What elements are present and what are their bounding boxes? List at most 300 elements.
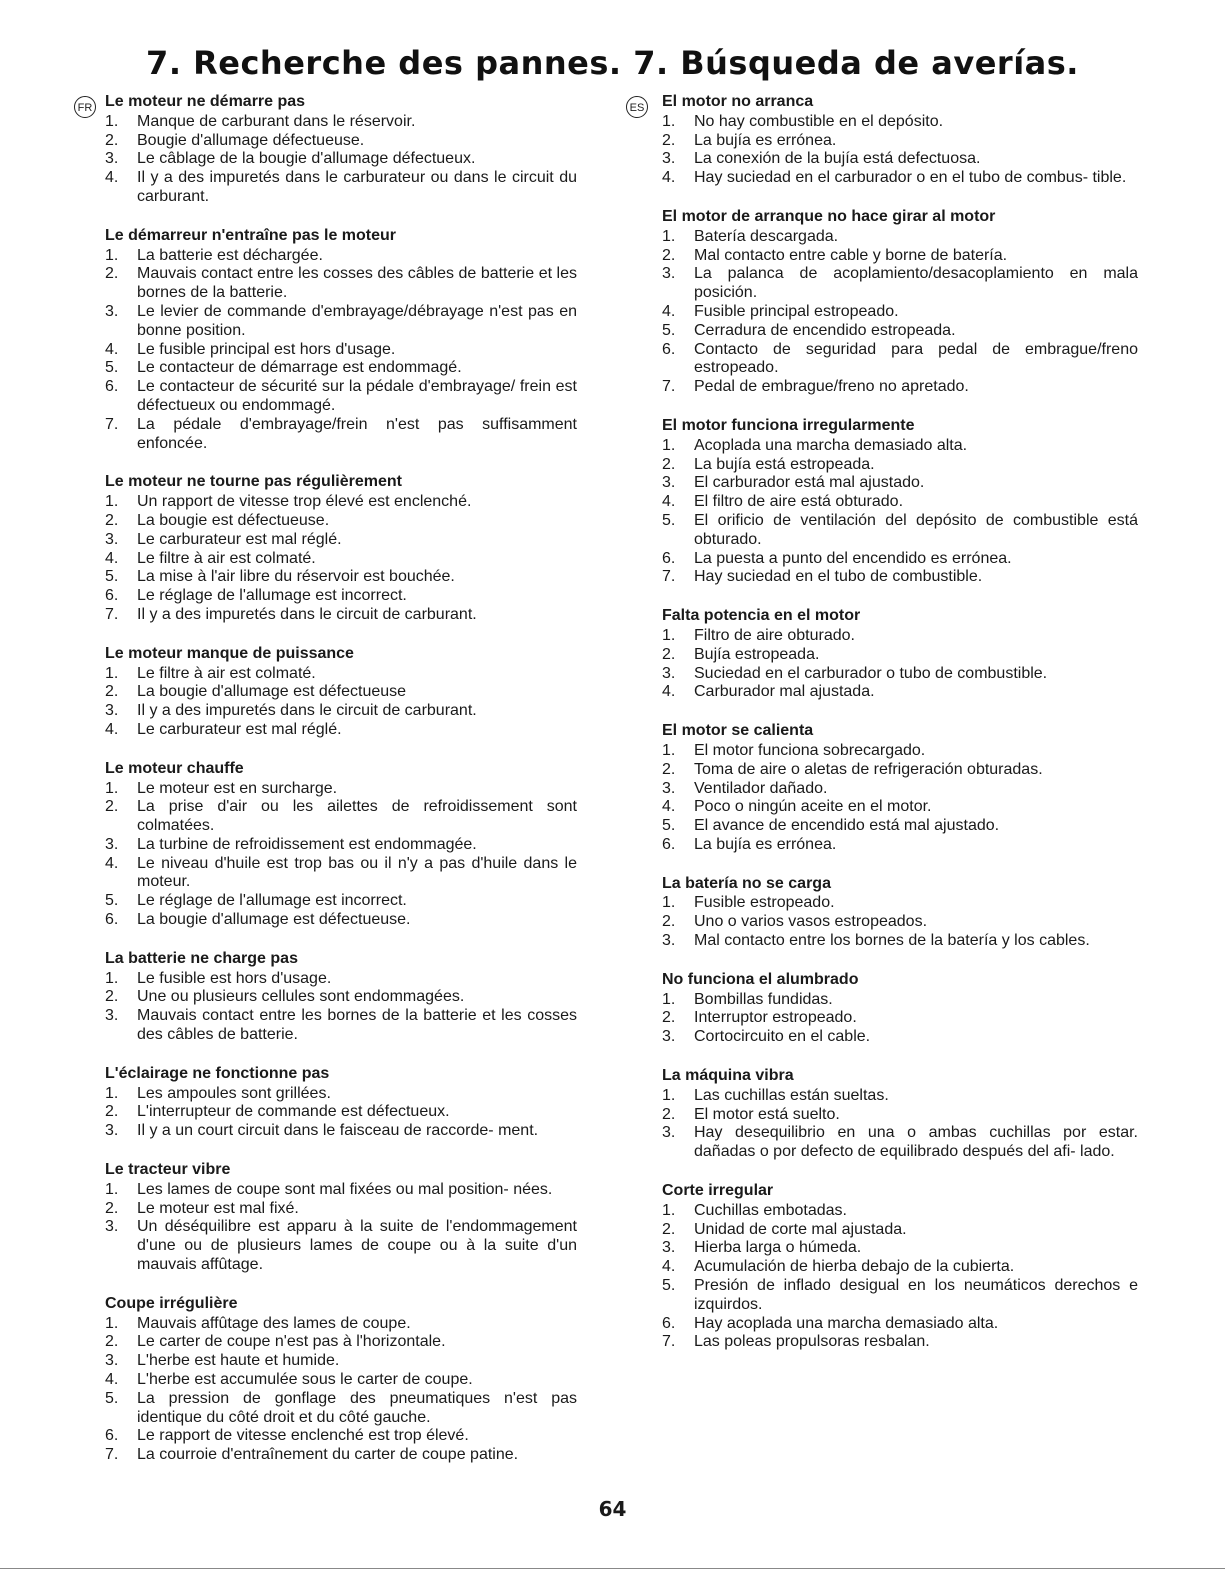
item-number: 3. [662,779,676,797]
item-text: La bujía está estropeada. [694,455,875,473]
item-text: La batterie est déchargée. [137,246,323,264]
cause-item [662,1277,1138,1315]
item-number: 5. [105,1389,119,1407]
cause-item [662,512,1138,550]
cause-item [105,606,577,625]
item-text: Le rapport de vitesse enclenché est trop élevé. [137,1427,469,1445]
item-text: Mauvais contact entre les cosses des câbles de batterie et les bornes de la batterie. [137,265,577,302]
language-badge-fr: FR [74,96,96,118]
cause-item [662,265,1138,303]
troubleshooting-section [105,645,577,740]
item-text: Filtro de aire obturado. [694,626,855,644]
item-number: 1. [105,1314,119,1332]
item-text: Le niveau d'huile est trop bas ou il n'y a pas d'huile dans le moteur. [137,854,577,891]
cause-item [662,303,1138,322]
item-text: Bombillas fundidas. [694,990,833,1008]
item-text: Contacto de seguridad para pedal de embrague/freno estropeado. [694,340,1138,377]
item-text: Suciedad en el carburador o tubo de combustible. [694,664,1048,682]
item-number: 7. [662,378,676,396]
item-number: 1. [662,1201,676,1219]
cause-item [662,437,1138,456]
item-number: 1. [662,626,676,644]
item-text: Hierba larga o húmeda. [694,1239,862,1257]
item-number: 4. [105,549,119,567]
item-text: Las poleas propulsoras resbalan. [694,1333,930,1351]
item-number: 4. [662,798,676,816]
troubleshooting-section [105,950,577,1045]
item-number: 7. [105,415,119,433]
item-text: Les lames de coupe sont mal fixées ou mal position- nées. [137,1180,553,1198]
cause-list [662,627,1138,702]
section-heading: La batería no se carga [662,874,831,892]
cause-item [662,456,1138,475]
item-number: 1. [662,990,676,1008]
cause-item [105,1371,577,1390]
cause-item [105,988,577,1007]
item-text: Uno o varios vasos estropeados. [694,913,928,931]
cause-item [105,568,577,587]
item-number: 5. [105,892,119,910]
item-number: 2. [105,1333,119,1351]
cause-item [662,1315,1138,1334]
item-text: Un rapport de vitesse trop élevé est enclenché. [137,493,472,511]
section-heading: Coupe irrégulière [105,1294,238,1312]
cause-item [105,798,577,836]
item-number: 6. [105,587,119,605]
item-text: Presión de inflado desigual en los neumáticos derechos e izquirdos. [694,1277,1138,1313]
cause-item [105,911,577,930]
item-text: Cortocircuito en el cable. [694,1028,871,1046]
item-text: El motor está suelto. [694,1105,840,1123]
cause-list [662,894,1138,950]
item-number: 3. [105,702,119,720]
item-number: 4. [105,854,119,872]
cause-list [662,991,1138,1047]
cause-item [662,150,1138,169]
section-heading: Le moteur manque de puissance [105,644,354,662]
item-number: 1. [662,741,676,759]
cause-item [662,550,1138,569]
cause-item [662,761,1138,780]
item-number: 2. [662,645,676,663]
cause-item [662,742,1138,761]
cause-item [105,341,577,360]
cause-item [105,836,577,855]
item-text: Cerradura de encendido estropeada. [694,321,956,339]
cause-item [662,1028,1138,1047]
troubleshooting-section [662,971,1138,1047]
cause-list [662,1087,1138,1162]
cause-item [662,817,1138,836]
cause-list [105,1181,577,1275]
cause-item [662,169,1138,188]
cause-item [662,1333,1138,1352]
item-number: 2. [662,1009,676,1027]
cause-item [662,646,1138,665]
item-number: 6. [105,911,119,929]
cause-item [105,132,577,151]
cause-item [662,113,1138,132]
item-number: 6. [662,835,676,853]
item-number: 3. [662,932,676,950]
troubleshooting-section [105,760,577,930]
item-text: Bujía estropeada. [694,645,820,663]
item-number: 6. [662,1314,676,1332]
cause-list [662,742,1138,855]
cause-item [662,991,1138,1010]
cause-item [662,1087,1138,1106]
item-number: 7. [105,605,119,623]
item-text: La palanca de acoplamiento/desacoplamiento en mala posición. [694,265,1138,302]
cause-item [662,568,1138,587]
troubleshooting-section [662,208,1138,397]
cause-item [662,132,1138,151]
item-number: 2. [105,988,119,1006]
cause-list [105,493,577,625]
item-number: 3. [662,1239,676,1257]
item-number: 4. [105,720,119,738]
section-heading: La máquina vibra [662,1067,794,1085]
item-text: Mal contacto entre cable y borne de batería. [694,246,1008,264]
item-text: Batería descargada. [694,227,839,245]
item-number: 4. [662,683,676,701]
cause-item [662,474,1138,493]
section-heading: Le tracteur vibre [105,1161,231,1179]
item-number: 3. [105,302,119,320]
cause-item [105,550,577,569]
item-number: 2. [105,131,119,149]
item-text: Un déséquilibre est apparu à la suite de l'endommagement d'une ou de plusieurs lames de coupe ou à la suite d'un mauvais affûtage. [137,1218,577,1274]
item-number: 1. [105,1180,119,1198]
cause-list [105,970,577,1045]
cause-item [105,378,577,416]
item-text: Ventilador dañado. [694,779,828,797]
troubleshooting-section [662,417,1138,587]
item-number: 2. [105,683,119,701]
language-badge-es: ES [626,96,648,118]
spanish-column [662,93,1138,1372]
item-text: Il y a des impuretés dans le carburateur ou dans le circuit du carburant. [137,169,577,205]
item-number: 5. [662,321,676,339]
item-number: 3. [105,1352,119,1370]
item-text: El carburador está mal ajustado. [694,474,925,492]
item-text: Mauvais contact entre les bornes de la batterie et les cosses des câbles de batterie. [137,1007,577,1044]
cause-item [662,780,1138,799]
item-number: 4. [662,1258,676,1276]
section-heading: Falta potencia en el motor [662,607,861,625]
item-text: La mise à l'air libre du réservoir est bouchée. [137,568,455,586]
cause-item [105,150,577,169]
item-text: Hay acoplada una marcha demasiado alta. [694,1314,999,1332]
cause-item [105,247,577,266]
cause-list [105,1085,577,1141]
item-text: Hay suciedad en el tubo de combustible. [694,568,983,586]
troubleshooting-section [662,875,1138,951]
item-text: Une ou plusieurs cellules sont endommagées. [137,988,465,1006]
cause-item [662,228,1138,247]
cause-item [105,780,577,799]
item-text: Le filtre à air est colmaté. [137,664,316,682]
item-number: 2. [105,511,119,529]
item-number: 3. [662,150,676,168]
item-number: 3. [105,1218,119,1236]
cause-item [105,1446,577,1465]
cause-item [105,493,577,512]
item-text: Le carburateur est mal réglé. [137,530,342,548]
item-text: Poco o ningún aceite en el motor. [694,798,932,816]
section-heading: Corte irregular [662,1182,774,1200]
page-title: 7. Recherche des pannes. 7. Búsqueda de averías. [146,44,1079,82]
item-text: Le carter de coupe n'est pas à l'horizontale. [137,1333,446,1351]
cause-item [105,359,577,378]
section-heading: Le démarreur n'entraîne pas le moteur [105,226,397,244]
item-text: Le filtre à air est colmaté. [137,549,316,567]
item-text: La bougie d'allumage est défectueuse [137,683,407,701]
item-text: Le carburateur est mal réglé. [137,720,342,738]
troubleshooting-section [105,1161,577,1275]
item-text: Mal contacto entre los bornes de la batería y los cables. [694,932,1090,950]
item-text: Toma de aire o aletas de refrigeración obturadas. [694,760,1043,778]
cause-item [105,892,577,911]
cause-item [662,493,1138,512]
page-number: 64 [598,1497,627,1521]
item-text: Le réglage de l'allumage est incorrect. [137,587,407,605]
item-number: 6. [105,378,119,396]
item-number: 2. [662,1220,676,1238]
bottom-rule [0,1568,1225,1569]
item-text: El avance de encendido está mal ajustado. [694,817,1000,835]
item-text: Il y a des impuretés dans le circuit de carburant. [137,605,477,623]
cause-item [105,512,577,531]
cause-item [105,587,577,606]
cause-item [105,1315,577,1334]
item-number: 1. [105,112,119,130]
french-column [105,93,577,1485]
item-text: Fusible principal estropeado. [694,302,899,320]
section-heading: El motor de arranque no hace girar al motor [662,207,996,225]
item-text: La pression de gonflage des pneumatiques n'est pas identique du côté droit et du côté gauche. [137,1389,577,1426]
cause-item [105,169,577,207]
item-text: Il y a un court circuit dans le faisceau de raccorde- ment. [137,1122,539,1140]
cause-item [662,1106,1138,1125]
section-heading: Le moteur ne tourne pas régulièrement [105,473,402,491]
cause-list [662,228,1138,397]
cause-item [105,1103,577,1122]
item-number: 3. [105,150,119,168]
cause-item [105,665,577,684]
cause-item [105,303,577,341]
item-text: La pédale d'embrayage/frein n'est pas suffisamment enfoncée. [137,415,577,452]
cause-item [662,1258,1138,1277]
item-number: 4. [105,1371,119,1389]
item-text: L'interrupteur de commande est défectueux. [137,1103,450,1121]
item-number: 1. [105,1084,119,1102]
cause-item [662,913,1138,932]
item-text: Manque de carburant dans le réservoir. [137,112,416,130]
cause-item [662,322,1138,341]
section-heading: La batterie ne charge pas [105,949,298,967]
item-number: 5. [662,1277,676,1295]
cause-list [105,665,577,740]
item-text: La bujía es errónea. [694,835,837,853]
item-text: Le câblage de la bougie d'allumage défectueux. [137,150,476,168]
item-text: Le contacteur de sécurité sur la pédale d'embrayage/ frein est défectueux ou endommagé. [137,378,577,414]
cause-item [105,721,577,740]
item-text: L'herbe est haute et humide. [137,1352,340,1370]
troubleshooting-section [105,93,577,207]
item-number: 2. [662,1105,676,1123]
cause-item [105,265,577,303]
item-text: Le levier de commande d'embrayage/débrayage n'est pas en bonne position. [137,302,577,339]
troubleshooting-section [662,607,1138,702]
section-heading: El motor no arranca [662,93,814,110]
item-text: Acoplada una marcha demasiado alta. [694,436,968,454]
cause-item [662,1221,1138,1240]
cause-item [662,378,1138,397]
item-number: 3. [105,530,119,548]
cause-item [662,665,1138,684]
item-text: La prise d'air ou les ailettes de refroidissement sont colmatées. [137,798,577,835]
item-text: Bougie d'allumage défectueuse. [137,131,365,149]
item-text: La bougie d'allumage est défectueuse. [137,911,411,929]
cause-item [105,970,577,989]
section-heading: El motor funciona irregularmente [662,416,915,434]
item-text: La turbine de refroidissement est endommagée. [137,835,477,853]
section-heading: Le moteur ne démarre pas [105,93,306,110]
cause-list [662,113,1138,188]
cause-item [662,836,1138,855]
cause-item [105,855,577,893]
item-number: 3. [105,1122,119,1140]
cause-item [662,683,1138,702]
cause-item [105,1007,577,1045]
item-number: 5. [662,817,676,835]
item-text: Le fusible principal est hors d'usage. [137,340,396,358]
item-text: El filtro de aire está obturado. [694,493,904,511]
cause-item [662,341,1138,379]
item-text: Hay suciedad en el carburador o en el tubo de combus- tible. [694,169,1127,187]
item-number: 3. [105,1007,119,1025]
item-text: Le moteur est mal fixé. [137,1199,299,1217]
item-number: 2. [105,798,119,816]
section-heading: No funciona el alumbrado [662,970,859,988]
item-text: La bujía es errónea. [694,131,837,149]
cause-item [662,247,1138,266]
item-number: 4. [105,340,119,358]
item-text: La puesta a punto del encendido es errónea. [694,549,1012,567]
item-text: El orificio de ventilación del depósito de combustible está obturado. [694,511,1138,548]
item-number: 7. [105,1446,119,1464]
item-number: 1. [105,664,119,682]
section-heading: L'éclairage ne fonctionne pas [105,1064,330,1082]
item-text: Unidad de corte mal ajustada. [694,1220,907,1238]
item-number: 4. [105,169,119,187]
cause-item [662,798,1138,817]
troubleshooting-section [662,1182,1138,1352]
cause-list [105,1315,577,1465]
cause-item [105,1181,577,1200]
item-text: Le fusible est hors d'usage. [137,969,332,987]
item-number: 2. [662,455,676,473]
item-text: Acumulación de hierba debajo de la cubierta. [694,1258,1015,1276]
item-text: Carburador mal ajustada. [694,683,875,701]
troubleshooting-section [105,473,577,624]
cause-list [662,437,1138,587]
item-number: 3. [662,265,676,283]
item-number: 1. [662,436,676,454]
cause-item [662,1124,1138,1162]
item-number: 4. [662,493,676,511]
cause-list [105,113,577,207]
item-number: 2. [662,760,676,778]
item-number: 7. [662,1333,676,1351]
item-number: 7. [662,568,676,586]
cause-item [105,113,577,132]
cause-item [662,894,1138,913]
item-number: 1. [105,246,119,264]
item-number: 1. [105,493,119,511]
item-text: Fusible estropeado. [694,894,835,912]
item-number: 5. [662,511,676,529]
item-number: 3. [662,664,676,682]
section-heading: El motor se calienta [662,722,814,740]
item-text: No hay combustible en el depósito. [694,112,944,130]
item-number: 1. [662,227,676,245]
troubleshooting-section [105,1065,577,1141]
troubleshooting-section [105,1295,577,1465]
cause-list [662,1202,1138,1352]
item-number: 2. [662,131,676,149]
item-number: 1. [662,894,676,912]
item-text: Interruptor estropeado. [694,1009,857,1027]
troubleshooting-section [662,722,1138,855]
item-number: 2. [662,246,676,264]
cause-item [105,1390,577,1428]
item-text: Il y a des impuretés dans le circuit de carburant. [137,702,477,720]
cause-item [105,1200,577,1219]
cause-item [105,1333,577,1352]
cause-list [105,247,577,454]
item-number: 5. [105,359,119,377]
cause-item [662,1009,1138,1028]
item-text: Mauvais affûtage des lames de coupe. [137,1314,411,1332]
item-number: 1. [662,112,676,130]
cause-item [662,1202,1138,1221]
item-number: 6. [105,1427,119,1445]
item-text: Le réglage de l'allumage est incorrect. [137,892,407,910]
cause-item [105,702,577,721]
cause-list [105,780,577,930]
item-number: 2. [105,1103,119,1121]
item-text: Le contacteur de démarrage est endommagé. [137,359,462,377]
item-text: La bougie est défectueuse. [137,511,330,529]
item-number: 3. [662,474,676,492]
item-number: 4. [662,302,676,320]
item-number: 2. [105,265,119,283]
item-number: 3. [662,1124,676,1142]
item-number: 2. [105,1199,119,1217]
cause-item [662,1239,1138,1258]
cause-item [105,1427,577,1446]
troubleshooting-section [105,227,577,454]
cause-item [105,1218,577,1274]
cause-item [105,416,577,454]
item-number: 2. [662,913,676,931]
item-text: La courroie d'entraînement du carter de coupe patine. [137,1446,519,1464]
item-text: Les ampoules sont grillées. [137,1084,331,1102]
cause-item [105,1352,577,1371]
item-number: 3. [105,835,119,853]
